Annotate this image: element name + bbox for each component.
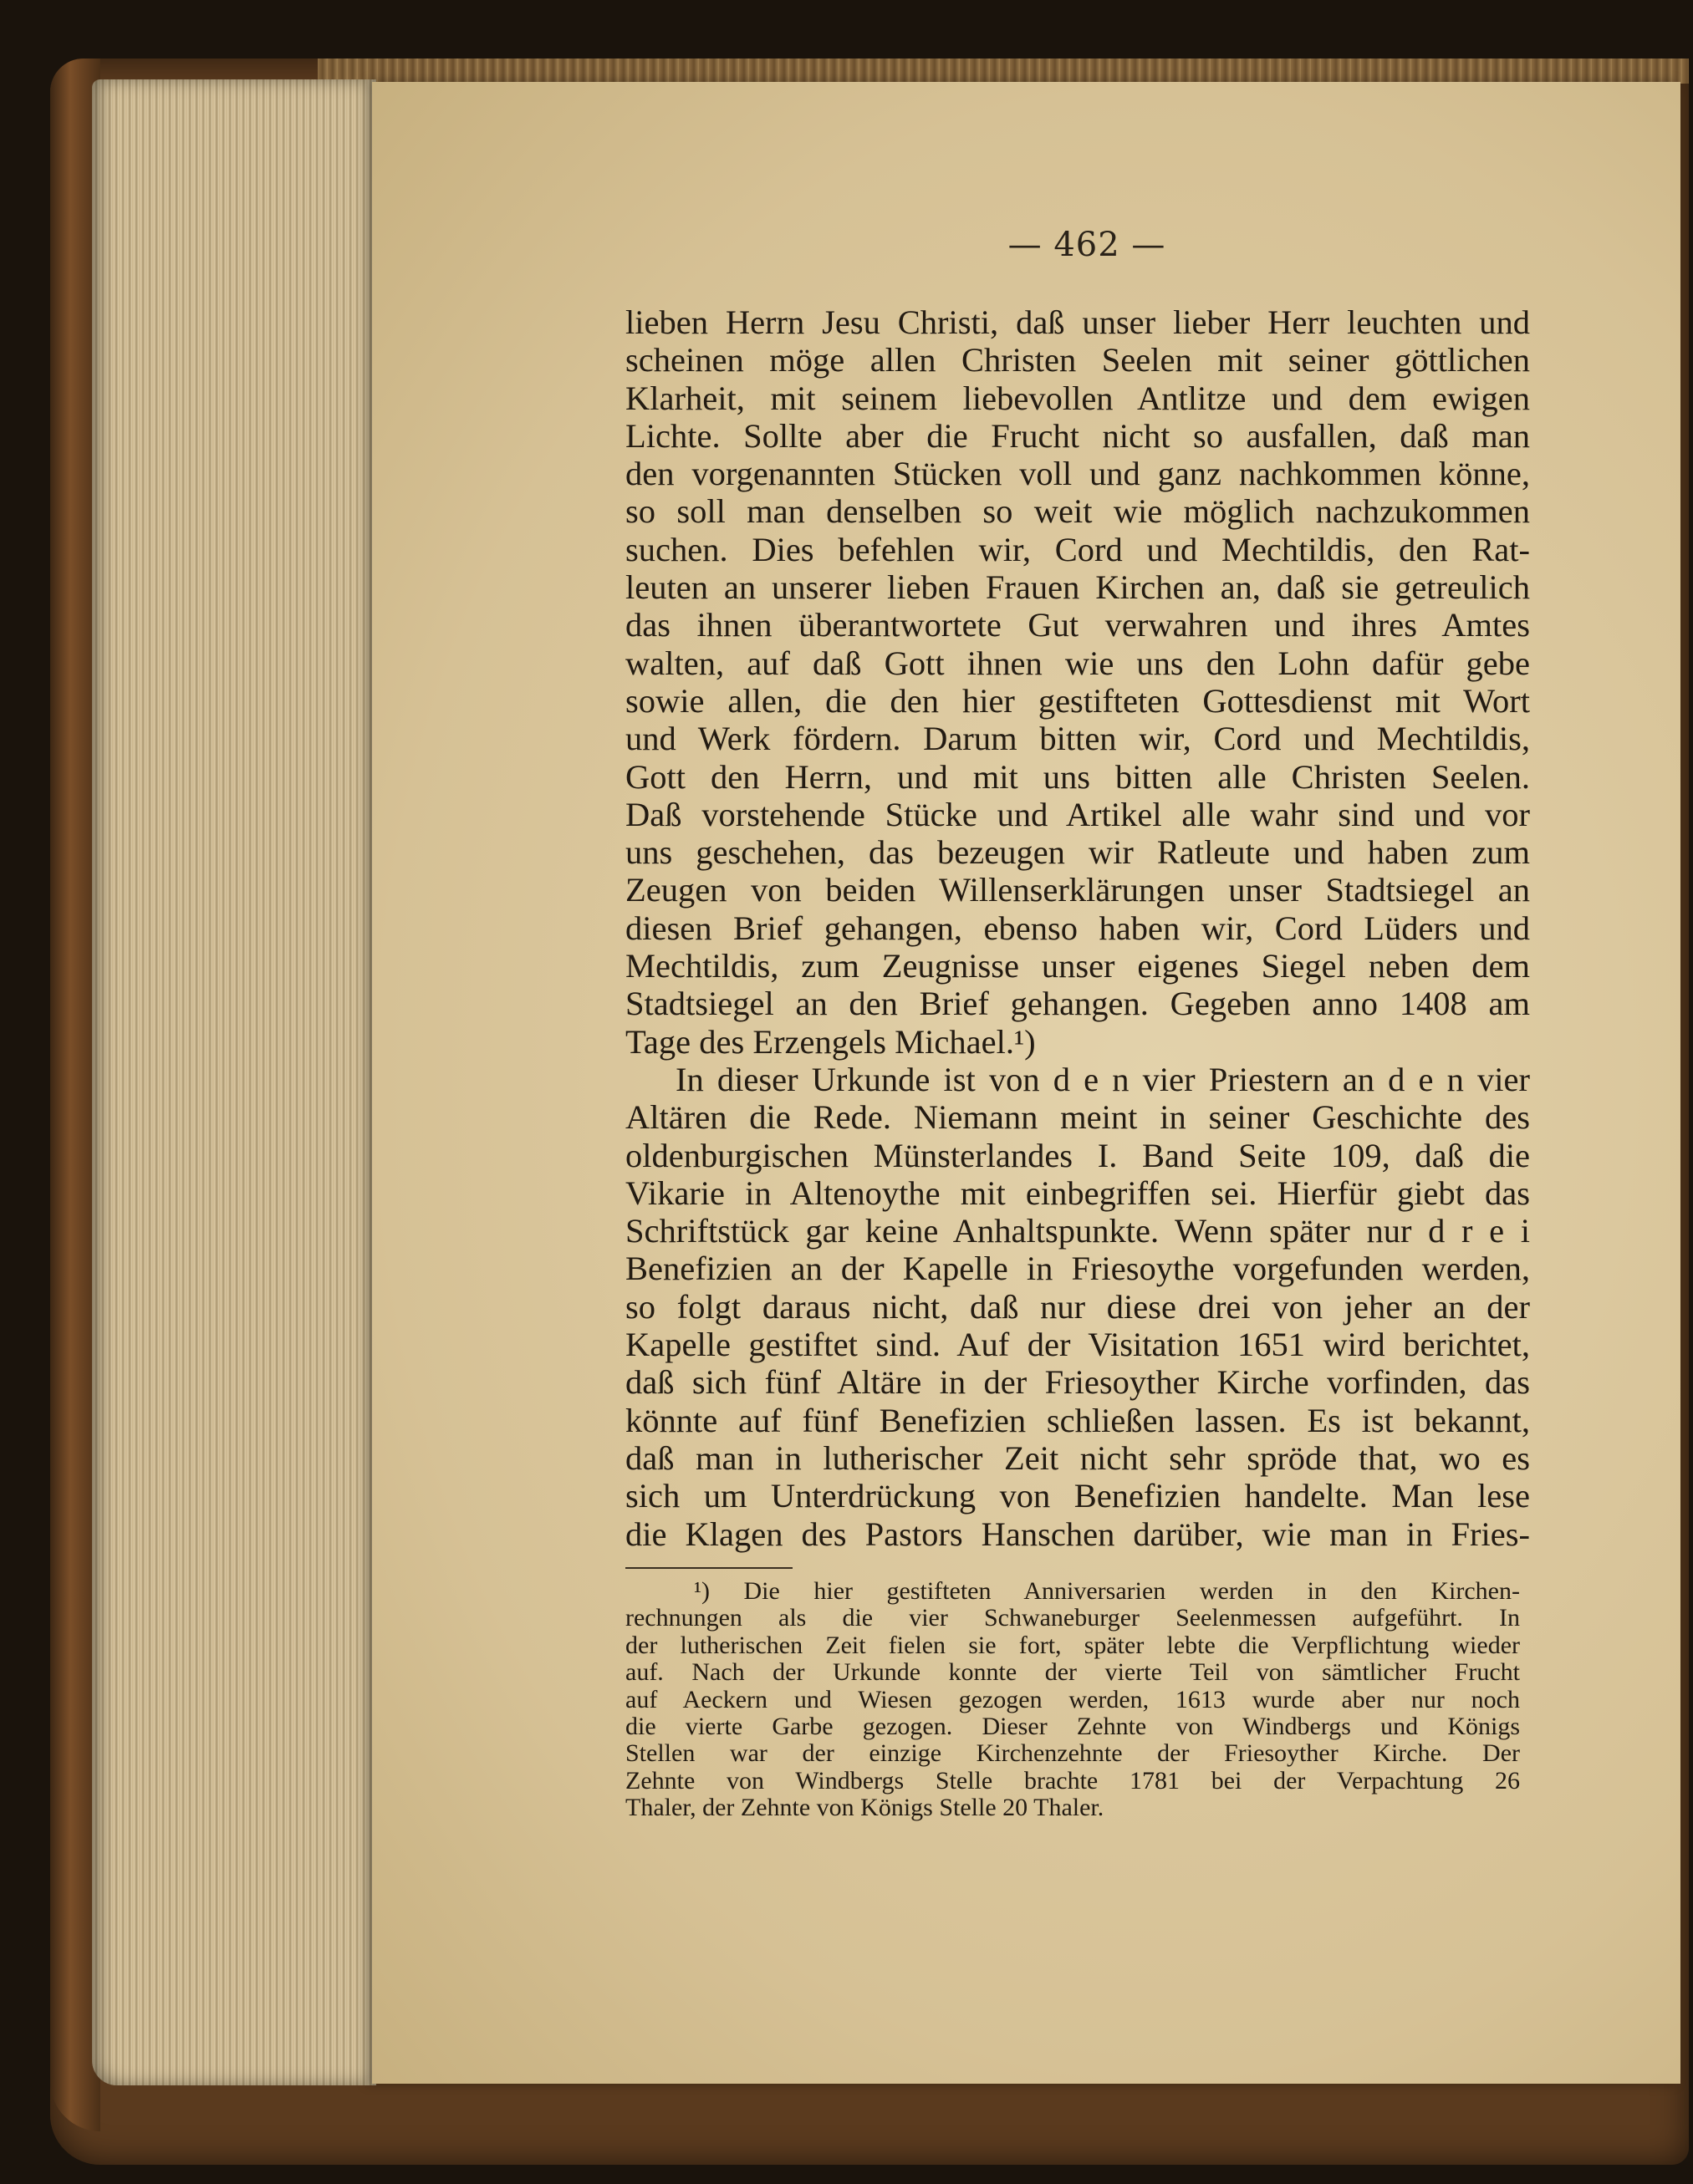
- text-line: den vorgenannten Stücken voll und ganz nachkommen könne,: [625, 455, 1530, 493]
- text-line: oldenburgischen Münsterlandes I. Band Seite 109, daß die: [625, 1136, 1530, 1174]
- text-line: Altären die Rede. Niemann meint in seiner Geschichte des: [625, 1098, 1530, 1137]
- footnote-line: Zehnte von Windbergs Stelle brachte 1781 bei der Verpachtung 26: [625, 1766, 1520, 1795]
- page-top-edges: [318, 59, 1689, 84]
- text-line: die Klagen des Pastors Hanschen darüber, wie man in Fries-: [625, 1515, 1530, 1553]
- footnote: [625, 1578, 1520, 1822]
- footnote-line: auf Aeckern und Wiesen gezogen werden, 1613 wurde aber nur noch: [625, 1685, 1520, 1713]
- text-line: das ihnen überantwortete Gut verwahren und ihres Amtes: [625, 606, 1530, 644]
- footnote-divider: [625, 1567, 793, 1569]
- text-line: Benefizien an der Kapelle in Friesoythe vorgefunden werden,: [625, 1250, 1530, 1288]
- footnote-line: Thaler, der Zehnte von Königs Stelle 20 Thaler.: [625, 1794, 1104, 1822]
- text-line: daß man in lutherischer Zeit nicht sehr spröde that, wo es: [625, 1438, 1530, 1477]
- text-line: so folgt daraus nicht, daß nur diese drei von jeher an der: [625, 1287, 1530, 1326]
- text-line: leuten an unserer lieben Frauen Kirchen an, daß sie getreulich: [625, 568, 1530, 607]
- footnote-line: die vierte Garbe gezogen. Dieser Zehnte von Windbergs und Königs: [625, 1713, 1520, 1741]
- text-line: so soll man denselben so weit wie möglich nachzukommen: [625, 492, 1530, 531]
- text-line: lieben Herrn Jesu Christi, daß unser lieber Herr leuchten und: [625, 303, 1530, 341]
- text-line: Gott den Herrn, und mit uns bitten alle Christen Seelen.: [625, 757, 1530, 796]
- text-line: uns geschehen, das bezeugen wir Ratleute und haben zum: [625, 833, 1530, 872]
- text-line: Klarheit, mit seinem liebevollen Antlitze und dem ewigen: [625, 379, 1530, 417]
- footnote-line: auf. Nach der Urkunde konnte der vierte Teil von sämtlicher Frucht: [625, 1658, 1520, 1687]
- text-line: Stadtsiegel an den Brief gehangen. Gegeben anno 1408 am: [625, 985, 1530, 1023]
- page-number: — 462 —: [1007, 226, 1166, 264]
- text-line: Kapelle gestiftet sind. Auf der Visitation 1651 wird berichtet,: [625, 1326, 1530, 1364]
- footnote-line: ¹) Die hier gestifteten Anniversarien werden in den Kirchen-: [694, 1577, 1520, 1605]
- text-line: könnte auf fünf Benefizien schließen lassen. Es ist bekannt,: [625, 1401, 1530, 1439]
- footnote-line: rechnungen als die vier Schwaneburger Seelenmessen aufgeführt. In: [625, 1604, 1520, 1632]
- text-line: suchen. Dies befehlen wir, Cord und Mechtildis, den Rat-: [625, 530, 1530, 568]
- text-line: sowie allen, die den hier gestifteten Gottesdienst mit Wort: [625, 681, 1530, 720]
- text-line: Schriftstück gar keine Anhaltspunkte. Wenn später nur d r e i: [625, 1212, 1530, 1250]
- text-line: Lichte. Sollte aber die Frucht nicht so ausfallen, daß man: [625, 416, 1530, 455]
- text-line: und Werk fördern. Darum bitten wir, Cord und Mechtildis,: [625, 720, 1530, 758]
- footnote-line: Stellen war der einzige Kirchenzehnte der Friesoyther Kirche. Der: [625, 1739, 1520, 1768]
- text-line: scheinen möge allen Christen Seelen mit seiner göttlichen: [625, 341, 1530, 379]
- text-line: Mechtildis, zum Zeugnisse unser eigenes Siegel neben dem: [625, 947, 1530, 985]
- text-line: Vikarie in Altenoythe mit einbegriffen sei. Hierfür giebt das: [625, 1173, 1530, 1212]
- footnote-line: der lutherischen Zeit fielen sie fort, später lebte die Verpflichtung wieder: [625, 1631, 1520, 1659]
- text-line: daß sich fünf Altäre in der Friesoyther Kirche vorfinden, das: [625, 1363, 1530, 1402]
- text-line: Zeugen von beiden Willenserklärungen unser Stadtsiegel an: [625, 871, 1530, 909]
- text-line: Tage des Erzengels Michael.¹): [625, 1022, 1036, 1061]
- page-stack-edges: [92, 79, 376, 2085]
- text-line: walten, auf daß Gott ihnen wie uns den Lohn dafür gebe: [625, 644, 1530, 682]
- text-line: In dieser Urkunde ist von d e n vier Priestern an d e n vier: [676, 1060, 1530, 1098]
- text-line: diesen Brief gehangen, ebenso haben wir, Cord Lüders und: [625, 909, 1530, 947]
- body-text: [625, 303, 1530, 1553]
- text-line: Daß vorstehende Stücke und Artikel alle wahr sind und vor: [625, 795, 1530, 833]
- text-line: sich um Unterdrückung von Benefizien handelte. Man lese: [625, 1477, 1530, 1515]
